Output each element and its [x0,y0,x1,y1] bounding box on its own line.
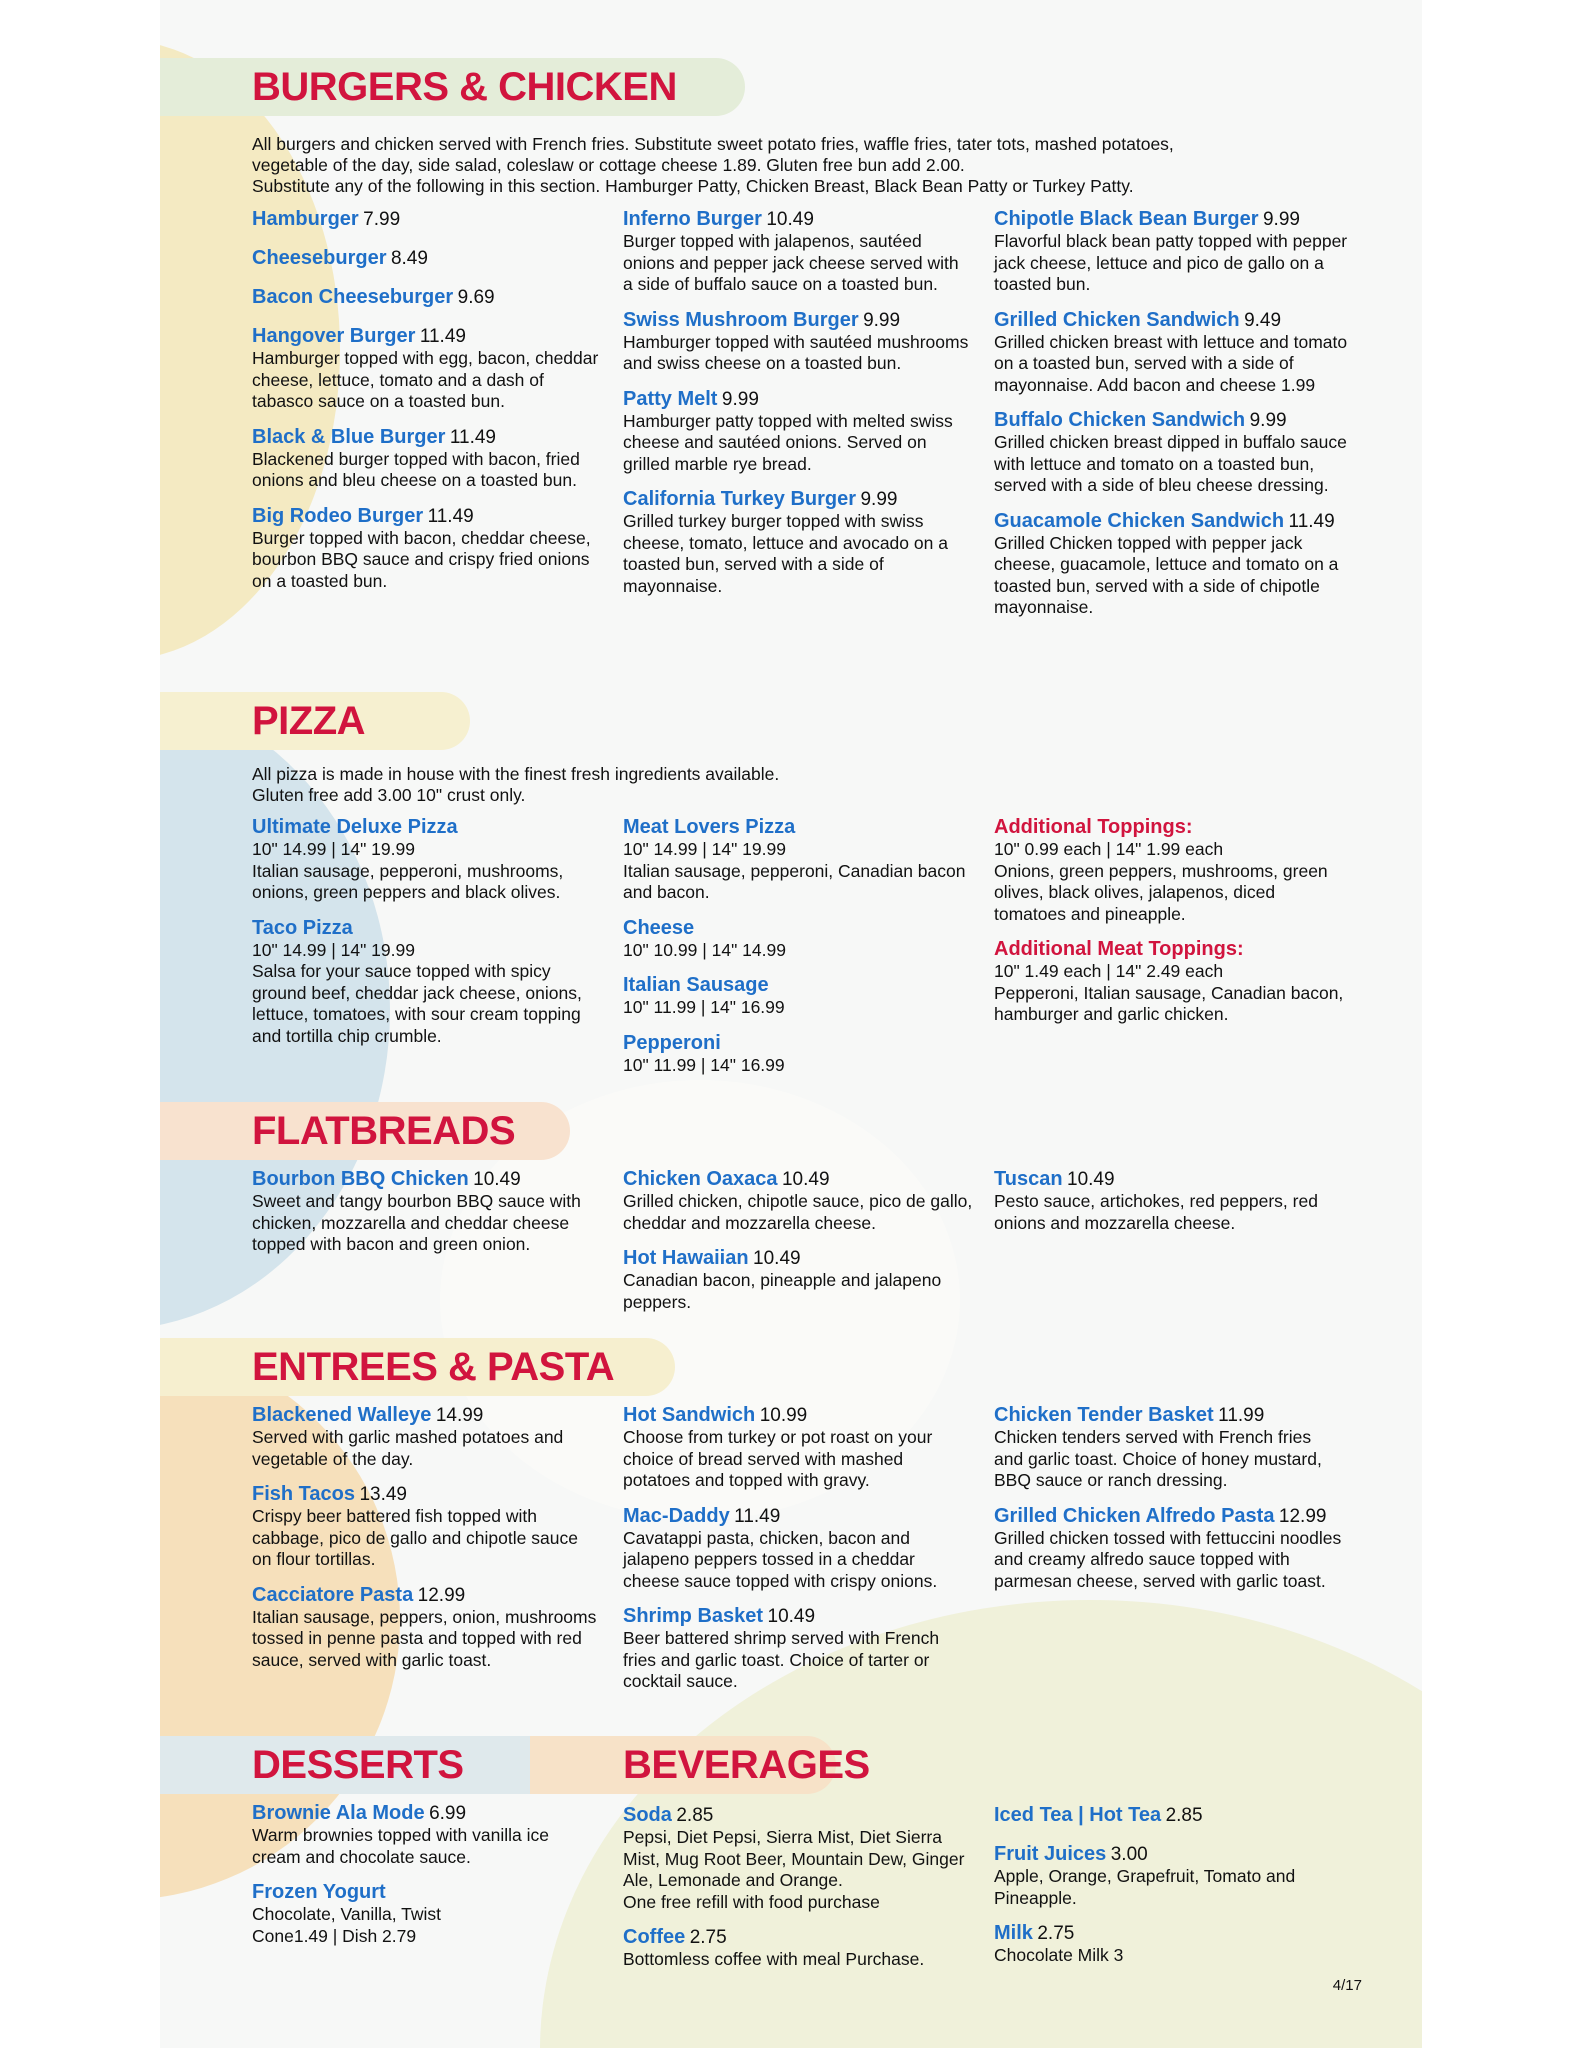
menu-item-header [252,286,602,309]
menu-item-price: 9.69 [457,287,495,308]
menu-item-name: Frozen Yogurt [252,1881,386,1903]
menu-item-header [994,1922,1344,1945]
menu-item [252,1584,602,1672]
menu-item [252,1168,602,1256]
menu-column [994,1404,1344,1605]
menu-item-name: Pepperoni [623,1031,721,1054]
menu-item-header [623,309,973,332]
menu-item-name: Patty Melt [623,387,718,410]
menu-item-price: 7.99 [363,209,401,230]
menu-item-description: Flavorful black bean patty topped with pepper jack cheese, lettuce and pico de gallo on a toasted bun. [994,231,1348,294]
menu-item-description: Crispy beer battered fish topped with cabbage, pico de gallo and chipotle sauce on flour tortillas. [252,1506,578,1569]
menu-item [994,510,1354,619]
menu-item [252,247,602,270]
menu-item-description: Grilled chicken, chipotle sauce, pico de gallo, cheddar and mozzarella cheese. [623,1191,973,1233]
menu-item [252,1404,602,1470]
menu-item-header [252,247,602,270]
menu-item-price: 10.49 [753,1248,801,1269]
menu-item-description: Chocolate Milk 3 [994,1945,1124,1965]
menu-item-name: Additional Meat Toppings: [994,938,1244,960]
menu-column [623,1168,973,1326]
menu-item-price: 2.75 [1037,1923,1075,1944]
menu-item-header [252,208,602,231]
menu-item-description: Sweet and tangy bourbon BBQ sauce with chicken, mozzarella and cheddar cheese topped with bacon and green onion. [252,1191,581,1254]
menu-item-header [994,1843,1344,1866]
menu-column [994,1168,1344,1247]
menu-column [252,1802,602,1960]
menu-item-name: Taco Pizza [252,916,353,939]
menu-column [994,816,1344,1039]
menu-item [994,938,1344,1026]
menu-item-description: Chicken tenders served with French fries and garlic toast. Choice of honey mustard, BBQ sauce or ranch dressing. [994,1427,1322,1490]
menu-item [994,309,1354,397]
menu-item-price: 10.49 [781,1169,830,1190]
menu-item-description: Chocolate, Vanilla, Twist Cone1.49 | Dish 2.79 [252,1904,442,1946]
menu-item [994,1922,1344,1967]
menu-column [623,208,973,610]
menu-item-price: 11.99 [1218,1405,1265,1426]
menu-column [252,816,602,1060]
menu-item-name: Iced Tea | Hot Tea [994,1804,1162,1826]
menu-item [623,1926,973,1971]
section-title: BEVERAGES [623,1743,870,1787]
page-footer-code: 4/17 [1332,1977,1362,1994]
menu-item-header [252,1881,602,1904]
section-title: FLATBREADS [252,1109,516,1153]
menu-item-name: Ultimate Deluxe Pizza [252,816,458,838]
menu-item-description: Burger topped with jalapenos, sautéed onions and pepper jack cheese served with a side of buffalo sauce on a toasted bun. [623,231,959,294]
menu-item-header [623,917,973,940]
menu-item [252,505,602,593]
menu-item [252,816,602,904]
menu-item-header [623,1804,973,1827]
menu-item-price: 9.99 [1249,410,1287,431]
menu-item-price: 12.99 [1278,1505,1327,1527]
menu-item-price: 11.49 [449,426,496,448]
menu-item-description: Blackened burger topped with bacon, fried onions and bleu cheese on a toasted bun. [252,448,580,490]
menu-item-name: Additional Toppings: [994,816,1193,838]
menu-item-name: Bacon Cheeseburger [252,286,454,308]
intro-line: Gluten free add 3.00 10" crust only. [252,785,526,805]
menu-item-description: Warm brownies topped with vanilla ice cream and chocolate sauce. [252,1825,549,1867]
menu-item [994,1404,1344,1492]
menu-item-price: 2.85 [1165,1805,1203,1826]
menu-item-header [252,1483,602,1506]
menu-item-header [252,1584,602,1607]
menu-item-header [252,1802,602,1825]
menu-item-header [623,974,973,997]
menu-item-price: 6.99 [429,1803,467,1824]
menu-item-name: Hamburger [252,208,359,230]
menu-item-name: California Turkey Burger [623,488,857,510]
menu-item-header [623,1404,973,1427]
menu-item [994,1505,1344,1593]
menu-item-name: Shrimp Basket [623,1605,764,1627]
menu-item [623,208,973,296]
menu-item-name: Hot Hawaiian [623,1247,749,1269]
menu-item-description: 10" 11.99 | 14" 16.99 [623,1054,785,1075]
menu-item-price: 2.75 [689,1927,727,1948]
menu-item-header [994,510,1354,533]
menu-item-header [994,208,1354,231]
menu-column [994,1804,1344,1980]
section-title: BURGERS & CHICKEN [252,65,677,109]
menu-item-description: 10" 0.99 each | 14" 1.99 each Onions, green peppers, mushrooms, green olives, black olives, jalapenos, diced tomatoes and pineapple. [994,839,1328,924]
menu-item [623,1605,973,1693]
menu-item-description: 10" 10.99 | 14" 14.99 [623,939,786,960]
menu-item-name: Meat Lovers Pizza [623,816,796,838]
menu-item-header [623,488,973,511]
menu-item-name: Fruit Juices [994,1843,1107,1865]
menu-item-header [994,1804,1344,1827]
menu-item-price: 11.49 [419,326,466,347]
menu-item [252,1802,602,1868]
menu-item [623,974,973,1019]
menu-item-description: Hamburger patty topped with melted swiss cheese and sautéed onions. Served on grilled marble rye bread. [623,410,953,474]
menu-item-name: Brownie Ala Mode [252,1802,425,1824]
menu-column [623,1804,973,1984]
menu-item [623,1168,973,1234]
menu-column [623,816,973,1089]
intro-line: Substitute any of the following in this section. Hamburger Patty, Chicken Breast, Black Bean Patty or Turkey Patty. [252,176,1134,196]
menu-item-description: Burger topped with bacon, cheddar cheese, bourbon BBQ sauce and crispy fried onions on a toasted bun. [252,527,591,591]
menu-item-price: 10.99 [759,1405,808,1426]
section-title: PIZZA [252,699,366,743]
menu-item-price: 10.49 [1067,1169,1115,1190]
menu-item [623,309,973,375]
section-intro [252,764,1252,806]
menu-item-description: Italian sausage, peppers, onion, mushrooms tossed in penne pasta and topped with red sauce, served with garlic toast. [252,1606,597,1670]
menu-item [623,816,973,904]
menu-item [994,409,1354,497]
menu-item-name: Tuscan [994,1168,1063,1190]
menu-item-header [994,409,1354,432]
menu-item-name: Chipotle Black Bean Burger [994,208,1259,230]
menu-item-description: Pepsi, Diet Pepsi, Sierra Mist, Diet Sierra Mist, Mug Root Beer, Mountain Dew, Ginger Ale, Lemonade and Orange. One free refill with food purchase [623,1827,965,1912]
menu-item-description: Pesto sauce, artichokes, red peppers, red onions and mozzarella cheese. [994,1191,1318,1233]
menu-item-header [623,208,973,231]
menu-item-header [252,917,602,940]
menu-item [994,816,1344,925]
menu-item-price: 11.49 [1288,510,1335,532]
menu-item-name: Coffee [623,1926,686,1948]
menu-item-price: 2.85 [676,1805,714,1826]
section-title: DESSERTS [252,1743,464,1787]
menu-item [994,1843,1344,1909]
menu-item [994,1804,1344,1827]
intro-line: All burgers and chicken served with French fries. Substitute sweet potato fries, waffle fries, tater tots, mashed potatoes, [252,134,1174,154]
menu-item-name: Bourbon BBQ Chicken [252,1168,469,1190]
menu-item-name: Soda [623,1804,672,1826]
section-intro [252,134,1252,197]
menu-item-description: 10" 11.99 | 14" 16.99 [623,997,785,1017]
menu-item-description: Grilled chicken breast dipped in buffalo sauce with lettuce and tomato on a toasted bun, served with a side of bleu cheese dressing. [994,432,1347,495]
menu-item-price: 10.49 [473,1169,521,1190]
menu-item-name: Italian Sausage [623,974,769,996]
menu-item-description: Served with garlic mashed potatoes and vegetable of the day. [252,1427,564,1469]
menu-item-name: Big Rodeo Burger [252,504,424,527]
menu-item-price: 13.49 [359,1484,407,1505]
menu-item-description: Grilled Chicken topped with pepper jack cheese, guacamole, lettuce and tomato on a toasted bun, served with a side of chipotle mayonnaise. [994,532,1339,617]
menu-item-description: Grilled chicken tossed with fettuccini noodles and creamy alfredo sauce topped with parmesan cheese, served with garlic toast. [994,1527,1342,1591]
menu-item-description: Bottomless coffee with meal Purchase. [623,1949,925,1969]
menu-item [623,1247,973,1313]
menu-item-header [994,1168,1344,1191]
menu-item-name: Cheeseburger [252,247,387,269]
menu-item-name: Blackened Walleye [252,1404,432,1426]
menu-item [252,1483,602,1571]
menu-column [252,1168,602,1269]
menu-item [994,208,1354,296]
menu-item-header [623,816,973,839]
menu-item-header [623,1605,973,1628]
menu-item-name: Inferno Burger [623,208,762,230]
menu-item-price: 12.99 [417,1584,466,1606]
menu-item-header [252,505,602,528]
menu-item-description: Choose from turkey or pot roast on your choice of bread served with mashed potatoes and topped with gravy. [623,1427,933,1490]
menu-item-name: Cheese [623,916,695,939]
menu-item-description: Beer battered shrimp served with French fries and garlic toast. Choice of tarter or cocktail sauce. [623,1628,940,1691]
menu-item [623,488,973,597]
menu-item-name: Grilled Chicken Alfredo Pasta [994,1504,1275,1527]
menu-item-price: 10.49 [766,209,814,230]
menu-page [160,0,1422,2048]
menu-item-header [623,1247,973,1270]
menu-item-header [252,325,602,348]
menu-item-description: Hamburger topped with egg, bacon, cheddar cheese, lettuce, tomato and a dash of tabasco sauce on a toasted bun. [252,348,599,411]
menu-column [994,208,1354,632]
section-title: ENTREES & PASTA [252,1345,615,1389]
menu-item [623,1804,973,1913]
menu-item-description: Grilled turkey burger topped with swiss cheese, tomato, lettuce and avocado on a toasted bun, served with a side of mayonnaise. [623,511,948,596]
menu-item-description: Apple, Orange, Grapefruit, Tomato and Pineapple. [994,1866,1296,1908]
menu-item-header [623,1032,973,1055]
menu-item-header [623,1926,973,1949]
menu-item-price: 3.00 [1110,1844,1148,1865]
menu-item-description: 10" 14.99 | 14" 19.99 Salsa for your sauce topped with spicy ground beef, cheddar jack cheese, onions, lettuce, tomatoes, with sour cream topping and tortilla chip crumble. [252,939,582,1046]
menu-item-name: Hot Sandwich [623,1404,756,1426]
menu-item-header [623,1505,973,1528]
menu-item-price: 11.49 [427,505,474,527]
menu-item-description: Cavatappi pasta, chicken, bacon and jalapeno peppers tossed in a cheddar cheese sauce topped with crispy onions. [623,1527,938,1591]
menu-item-price: 9.99 [721,388,759,410]
menu-item [252,1881,602,1947]
menu-item-price: 9.99 [1262,209,1300,230]
menu-item-name: Black & Blue Burger [252,425,446,448]
menu-item-name: Milk [994,1922,1033,1944]
menu-item-name: Buffalo Chicken Sandwich [994,409,1246,431]
menu-item [623,1404,973,1492]
menu-item [623,1505,973,1593]
menu-item-header [994,938,1344,961]
menu-column [623,1404,973,1706]
menu-item-price: 8.49 [390,248,428,269]
menu-item [994,1168,1344,1234]
menu-item-header [994,816,1344,839]
intro-line: All pizza is made in house with the finest fresh ingredients available. [252,764,780,784]
menu-item-header [252,1404,602,1427]
menu-item-header [994,1404,1344,1427]
menu-item [252,208,602,231]
menu-item-header [252,816,602,839]
menu-item-header [994,309,1354,332]
menu-item-price: 9.99 [860,489,898,510]
menu-item-price: 11.49 [734,1505,781,1527]
menu-item-description: Hamburger topped with sautéed mushrooms and swiss cheese on a toasted bun. [623,331,969,373]
menu-item-description: Canadian bacon, pineapple and jalapeno peppers. [623,1270,942,1312]
menu-column [252,208,602,605]
menu-item-name: Fish Tacos [252,1483,355,1505]
menu-item-name: Chicken Tender Basket [994,1404,1214,1426]
menu-item-description: 10" 14.99 | 14" 19.99 Italian sausage, pepperoni, mushrooms, onions, green peppers and black olives. [252,839,564,902]
menu-item [623,917,973,962]
menu-item-name: Hangover Burger [252,325,416,347]
menu-item [252,325,602,413]
menu-item-price: 10.49 [767,1606,816,1627]
menu-item [623,388,973,476]
menu-item-name: Grilled Chicken Sandwich [994,308,1240,331]
intro-line: vegetable of the day, side salad, coleslaw or cottage cheese 1.89. Gluten free bun add 2.00. [252,155,965,175]
menu-item [623,1032,973,1077]
menu-item-header [994,1505,1344,1528]
menu-item-description: Grilled chicken breast with lettuce and tomato on a toasted bun, served with a side of mayonnaise. Add bacon and cheese 1.99 [994,331,1348,395]
menu-item-description: 10" 14.99 | 14" 19.99 Italian sausage, pepperoni, Canadian bacon and bacon. [623,839,966,902]
menu-item-name: Swiss Mushroom Burger [623,308,859,331]
menu-item-name: Chicken Oaxaca [623,1168,778,1190]
menu-item-header [252,1168,602,1191]
menu-item-name: Mac-Daddy [623,1504,730,1527]
menu-item [252,286,602,309]
menu-item-header [252,426,602,449]
menu-item-header [623,1168,973,1191]
menu-item-price: 9.49 [1244,309,1282,331]
menu-item-header [623,388,973,411]
menu-item-description: 10" 1.49 each | 14" 2.49 each Pepperoni, Italian sausage, Canadian bacon, hamburger and garlic chicken. [994,961,1344,1024]
menu-column [252,1404,602,1684]
menu-item-price: 14.99 [435,1405,484,1426]
menu-item-name: Cacciatore Pasta [252,1583,414,1606]
menu-item [252,426,602,492]
menu-item-price: 9.99 [863,309,901,331]
menu-item-name: Guacamole Chicken Sandwich [994,509,1285,532]
menu-item [252,917,602,1048]
